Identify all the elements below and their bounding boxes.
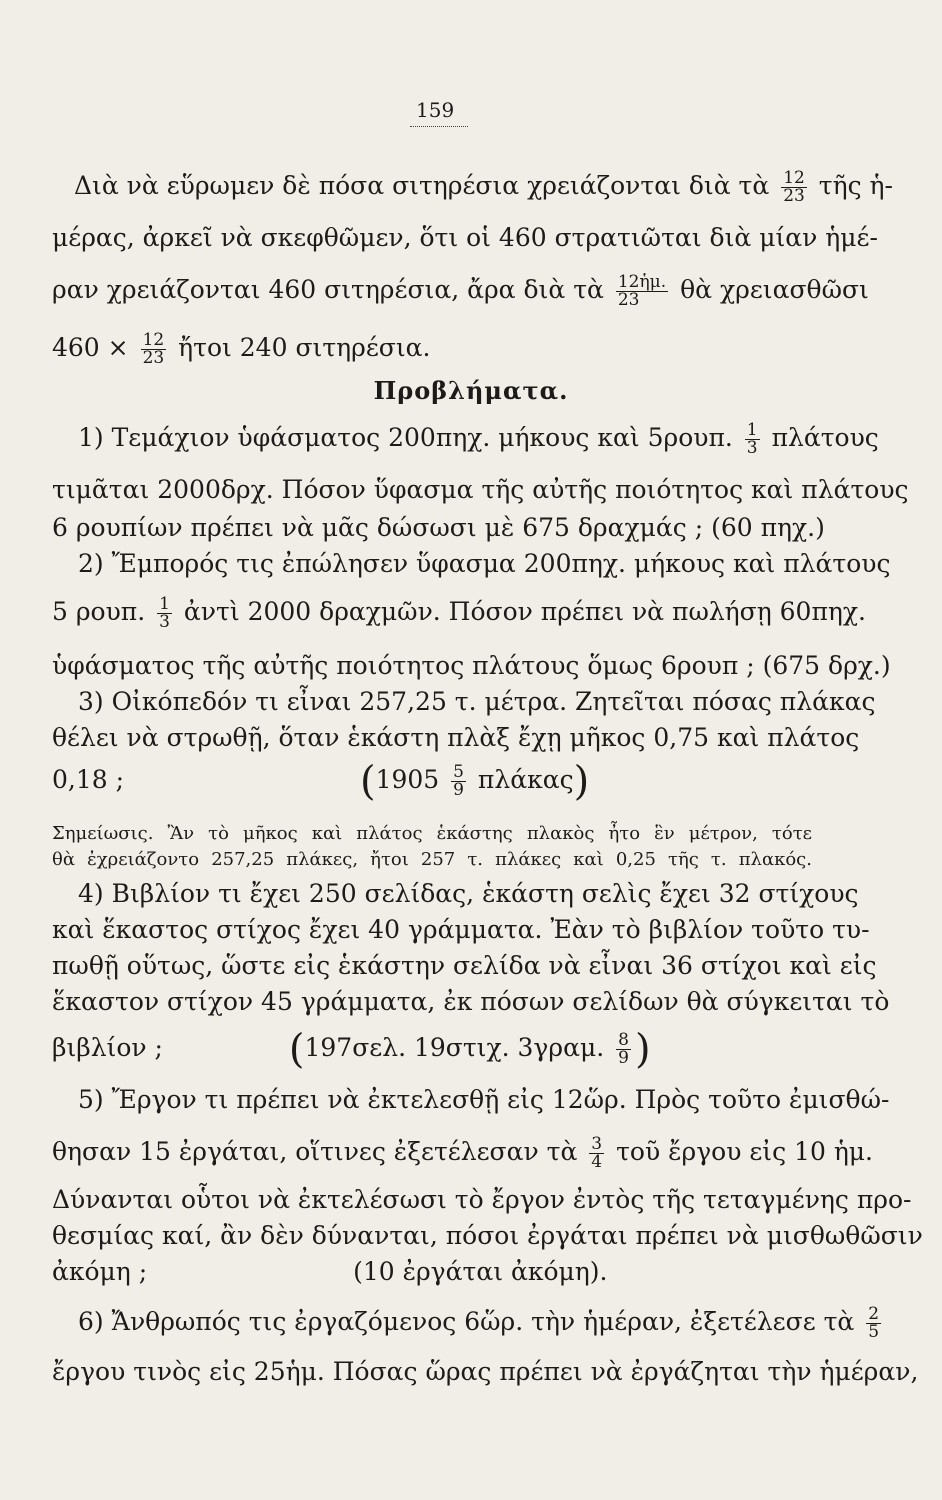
text-segment: 5 ρουπ. [52, 597, 146, 626]
problem-4-line-2: καὶ ἕκαστος στίχος ἔχει 40 γράμματα. Ἐὰν τὸ βιβλίον τοῦτο τυ- [52, 915, 870, 944]
fraction: $\frac{1}{3}$ [746, 420, 758, 458]
problem-3-line-2: θέλει νὰ στρωθῇ, ὅταν ἑκάστη πλὰξ ἔχῃ μῆκος 0,75 καὶ πλάτος [52, 723, 860, 752]
intro-line-1 [74, 168, 893, 206]
problem-2-line-3: ὑφάσματος τῆς αὐτῆς ποιότητος πλάτους ὅμως 6ρουπ ; (675 δρχ.) [52, 651, 891, 680]
problem-4-line-4: ἕκαστον στίχον 45 γράμματα, ἐκ πόσων σελίδων θὰ σύγκειται τὸ [52, 987, 890, 1016]
text-segment: ραν χρειάζονται 460 σιτηρέσια, ἄρα διὰ τὰ [52, 275, 604, 304]
text-segment: τῆς ἡ- [818, 171, 893, 200]
text-segment: ἀντὶ 2000 δραχμῶν. Πόσον πρέπει νὰ πωλήσῃ 60πηχ. [183, 597, 866, 626]
problem-4-line-1: 4) Βιβλίον τι ἔχει 250 σελίδας, ἑκάστη σελὶς ἔχει 32 στίχους [78, 879, 859, 908]
fraction: $\frac{3}{4}$ [591, 1134, 603, 1172]
fraction: $\frac{12}{23}$ [783, 168, 805, 206]
text-segment: θησαν 15 ἐργάται, οἵτινες ἐξετέλεσαν τὰ [52, 1137, 578, 1166]
fraction: $\frac{12}{23}$ [142, 330, 165, 368]
section-heading: Προβλήματα. [373, 376, 569, 405]
text-segment: 460 × [52, 333, 129, 362]
fraction: $\frac{2}{5}$ [868, 1304, 880, 1342]
intro-line-2: μέρας, ἀρκεῖ νὰ σκεφθῶμεν, ὅτι οἱ 460 στρατιῶται διὰ μίαν ἡμέ- [52, 223, 878, 252]
problem-5-line-4: θεσμίας καί, ἂν δὲν δύνανται, πόσοι ἐργάται πρέπει νὰ μισθωθῶσιν [52, 1221, 923, 1250]
problem-4-line-5 [52, 1026, 812, 1073]
fraction: $\frac{1}{3}$ [159, 594, 170, 632]
text-segment: θὰ χρειασθῶσι [680, 275, 869, 304]
open-paren: ( [359, 758, 376, 805]
problem-1-line-1 [78, 420, 879, 458]
problem-2-line-2 [52, 594, 866, 632]
problem-1-line-2: τιμᾶται 2000δρχ. Πόσον ὕφασμα τῆς αὐτῆς ποιότητος καὶ πλάτους [52, 475, 909, 504]
intro-line-3 [52, 272, 869, 310]
problem-5-line-3: Δύνανται οὗτοι νὰ ἐκτελέσωσι τὸ ἔργον ἐντὸς τῆς τεταγμένης προ- [52, 1185, 912, 1214]
problem-6-line-2: ἔργου τινὸς εἰς 25ἡμ. Πόσας ὥρας πρέπει νὰ ἐργάζηται τὴν ἡμέραν, [52, 1357, 919, 1386]
close-paren: ) [573, 758, 590, 805]
problem-3-line-1: 3) Οἰκόπεδόν τι εἶναι 257,25 τ. μέτρα. Ζητεῖται πόσας πλάκας [78, 687, 876, 716]
problem-3-line-3 [52, 758, 812, 805]
answer-value: (10 ἐργάται ἀκόμη). [353, 1257, 608, 1286]
text-segment: 1) Τεμάχιον ὑφάσματος 200πηχ. μήκους καὶ 5ρουπ. [78, 423, 733, 452]
fraction: $\frac{8}{9}$ [618, 1030, 629, 1068]
problem-5-line-1: 5) Ἔργον τι πρέπει νὰ ἐκτελεσθῇ εἰς 12ὥρ. Πρὸς τοῦτο ἐμισθώ- [78, 1085, 890, 1114]
problem-4-line-3: πωθῇ οὕτως, ὥστε εἰς ἑκάστην σελίδα νὰ εἶναι 36 στίχοι καὶ εἰς [52, 951, 877, 980]
open-paren: ( [288, 1026, 305, 1073]
text-segment: βιβλίον ; [52, 1033, 163, 1062]
text-segment: ἀκόμη ; [52, 1257, 148, 1286]
fraction: $\frac{5}{9}$ [453, 762, 464, 800]
problem-5-line-5 [52, 1256, 812, 1288]
close-paren: ) [634, 1026, 651, 1073]
problem-1-line-3: 6 ρουπίων πρέπει νὰ μᾶς δώσωσι μὲ 675 δραχμάς ; (60 πηχ.) [52, 513, 825, 542]
note-line-1: Σημείωσις. Ἂν τὸ μῆκος καὶ πλάτος ἑκάστης πλακὸς ἦτο ἓν μέτρον, τότε [52, 823, 812, 844]
problem-5-line-2 [52, 1134, 873, 1172]
answer-value: 1905 [375, 765, 440, 794]
text-segment: 6) Ἄνθρωπός τις ἐργαζόμενος 6ὥρ. τὴν ἡμέραν, ἐξετέλεσε τὰ [78, 1307, 855, 1336]
intro-line-4 [52, 332, 812, 367]
text-segment: τοῦ ἔργου εἰς 10 ἡμ. [616, 1137, 873, 1166]
problem-2-line-1: 2) Ἔμπορός τις ἐπώλησεν ὕφασμα 200πηχ. μήκους καὶ πλάτους [78, 549, 891, 578]
page-number-rule [410, 126, 468, 127]
problem-6-line-1 [78, 1304, 880, 1342]
fraction: $\frac{\text{12ἡμ.}}{23}$ [617, 272, 667, 310]
note-line-2: θὰ ἐχρειάζοντο 257,25 πλάκες, ἤτοι 257 τ. πλάκες καὶ 0,25 τῆς τ. πλακός. [52, 849, 812, 870]
text-segment: ἤτοι 240 σιτηρέσια. [178, 333, 431, 362]
answer-value: 197σελ. 19στιχ. 3γραμ. [304, 1033, 605, 1062]
text-segment: 0,18 ; [52, 765, 125, 794]
page-number: 159 [416, 98, 455, 122]
text-segment: πλάτους [771, 423, 879, 452]
text-segment: Διὰ νὰ εὕρωμεν δὲ πόσα σιτηρέσια χρειάζονται διὰ τὰ [74, 171, 770, 200]
answer-unit: πλάκας [477, 765, 574, 794]
